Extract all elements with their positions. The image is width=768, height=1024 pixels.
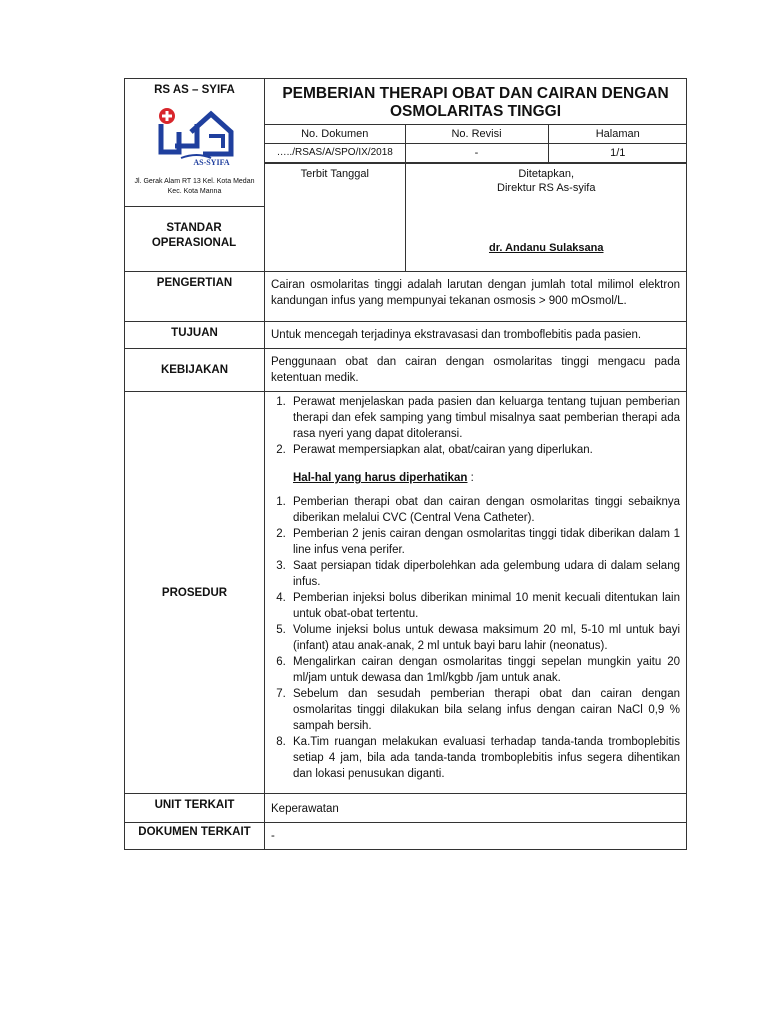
approved-label: Ditetapkan,	[518, 168, 575, 180]
hospital-address: Jl. Gerak Alam RT 13 Kel. Kota Medan Kec. Kota Manna	[134, 178, 255, 195]
page-label: Halaman	[548, 125, 687, 144]
unit-terkait-text: Keperawatan	[265, 794, 687, 823]
pengertian-text: Cairan osmolaritas tinggi adalah larutan dengan jumlah total milimol elektron kandungan infus yang mempunyai tekanan osmosis > 900 mOsmol/L.	[265, 272, 687, 322]
notes-heading-line	[293, 470, 680, 486]
title-cell	[265, 79, 687, 163]
kebijakan-text: Penggunaan obat dan cairan dengan osmolaritas tinggi mengacu pada ketentuan medik.	[265, 349, 687, 392]
procedure-step: 1. Perawat menjelaskan pada pasien dan keluarga tentang tujuan pemberian therapi dan efek samping yang timbul misalnya saat pemberian therapi ada rasa nyeri yang dapat ditoleransi.	[289, 394, 680, 442]
logo-caption: AS-SYIFA	[193, 158, 230, 167]
tujuan-text: Untuk mencegah terjadinya ekstravasasi dan tromboflebitis pada pasien.	[265, 322, 687, 349]
hospital-name: RS AS – SYIFA	[154, 84, 235, 96]
approval-cell	[265, 163, 687, 272]
notes-heading: Hal-hal yang harus diperhatikan	[293, 472, 468, 484]
issued-date-label: Terbit Tanggal	[265, 164, 405, 272]
sop-label: STANDAR OPERASIONAL	[124, 206, 264, 256]
dokumen-terkait-label: DOKUMEN TERKAIT	[125, 823, 265, 850]
prosedur-label: PROSEDUR	[125, 392, 265, 794]
approved-name: dr. Andanu Sulaksana	[488, 242, 604, 254]
note-item: 2. Pemberian 2 jenis cairan dengan osmolaritas tinggi tidak diberikan dalam 1 line infus vena perifer.	[289, 526, 680, 558]
note-item: 8. Ka.Tim ruangan melakukan evaluasi terhadap tanda-tanda tromboplebitis setiap 4 jam, bila ada tanda-tanda tromboplebitis infus segera dihentikan dan lokasi penusukan diganti.	[289, 734, 680, 782]
note-item: 4. Pemberian injeksi bolus diberikan minimal 10 menit kecuali ditentukan lain untuk obat-obat tertentu.	[289, 590, 680, 622]
sop-sections-table	[124, 271, 687, 850]
revision-label: No. Revisi	[405, 125, 548, 144]
note-item: 1. Pemberian therapi obat dan cairan dengan osmolaritas tinggi sebaiknya diberikan melalui CVC (Central Vena Catheter).	[289, 494, 680, 526]
note-item: 5. Volume injeksi bolus untuk dewasa maksimum 20 ml, 5-10 ml untuk bayi (infant) atau anak-anak, 2 ml untuk bayi baru lahir (neonatus).	[289, 622, 680, 654]
sop-document	[124, 78, 686, 850]
note-item: 3. Saat persiapan tidak diperbolehkan ada gelembung udara di dalam selang infus.	[289, 558, 680, 590]
doc-info-table	[265, 124, 687, 162]
unit-terkait-label: UNIT TERKAIT	[125, 794, 265, 823]
note-item: 7. Sebelum dan sesudah pemberian therapi obat dan cairan dengan osmolaritas tinggi dilakukan bila selang infus dengan cairan NaCl 0,9 % sampah bersih.	[289, 686, 680, 734]
note-item: 6. Mengalirkan cairan dengan osmolaritas tinggi sepelan mungkin yaitu 20 ml/jam untuk dewasa dan 1ml/kgbb /jam untuk anak.	[289, 654, 680, 686]
procedure-steps-list	[267, 394, 680, 458]
document-title: PEMBERIAN THERAPI OBAT DAN CAIRAN DENGAN OSMOLARITAS TINGGI	[282, 85, 669, 120]
tujuan-label: TUJUAN	[125, 322, 265, 349]
approval-table	[265, 163, 687, 271]
notes-list	[267, 494, 680, 782]
kebijakan-label: KEBIJAKAN	[125, 349, 265, 392]
pengertian-label: PENGERTIAN	[125, 272, 265, 322]
revision-value: -	[405, 144, 548, 163]
notes-colon: :	[467, 472, 474, 484]
prosedur-content	[265, 392, 687, 794]
doc-number-value: …../RSAS/A/SPO/IX/2018	[265, 144, 405, 163]
approved-role: Direktur RS As-syifa	[497, 182, 596, 194]
procedure-step: 2. Perawat mempersiapkan alat, obat/cairan yang diperlukan.	[289, 442, 680, 458]
approval-block	[405, 164, 687, 272]
page-value: 1/1	[548, 144, 687, 163]
doc-number-label: No. Dokumen	[265, 125, 405, 144]
dokumen-terkait-text: -	[265, 823, 687, 850]
